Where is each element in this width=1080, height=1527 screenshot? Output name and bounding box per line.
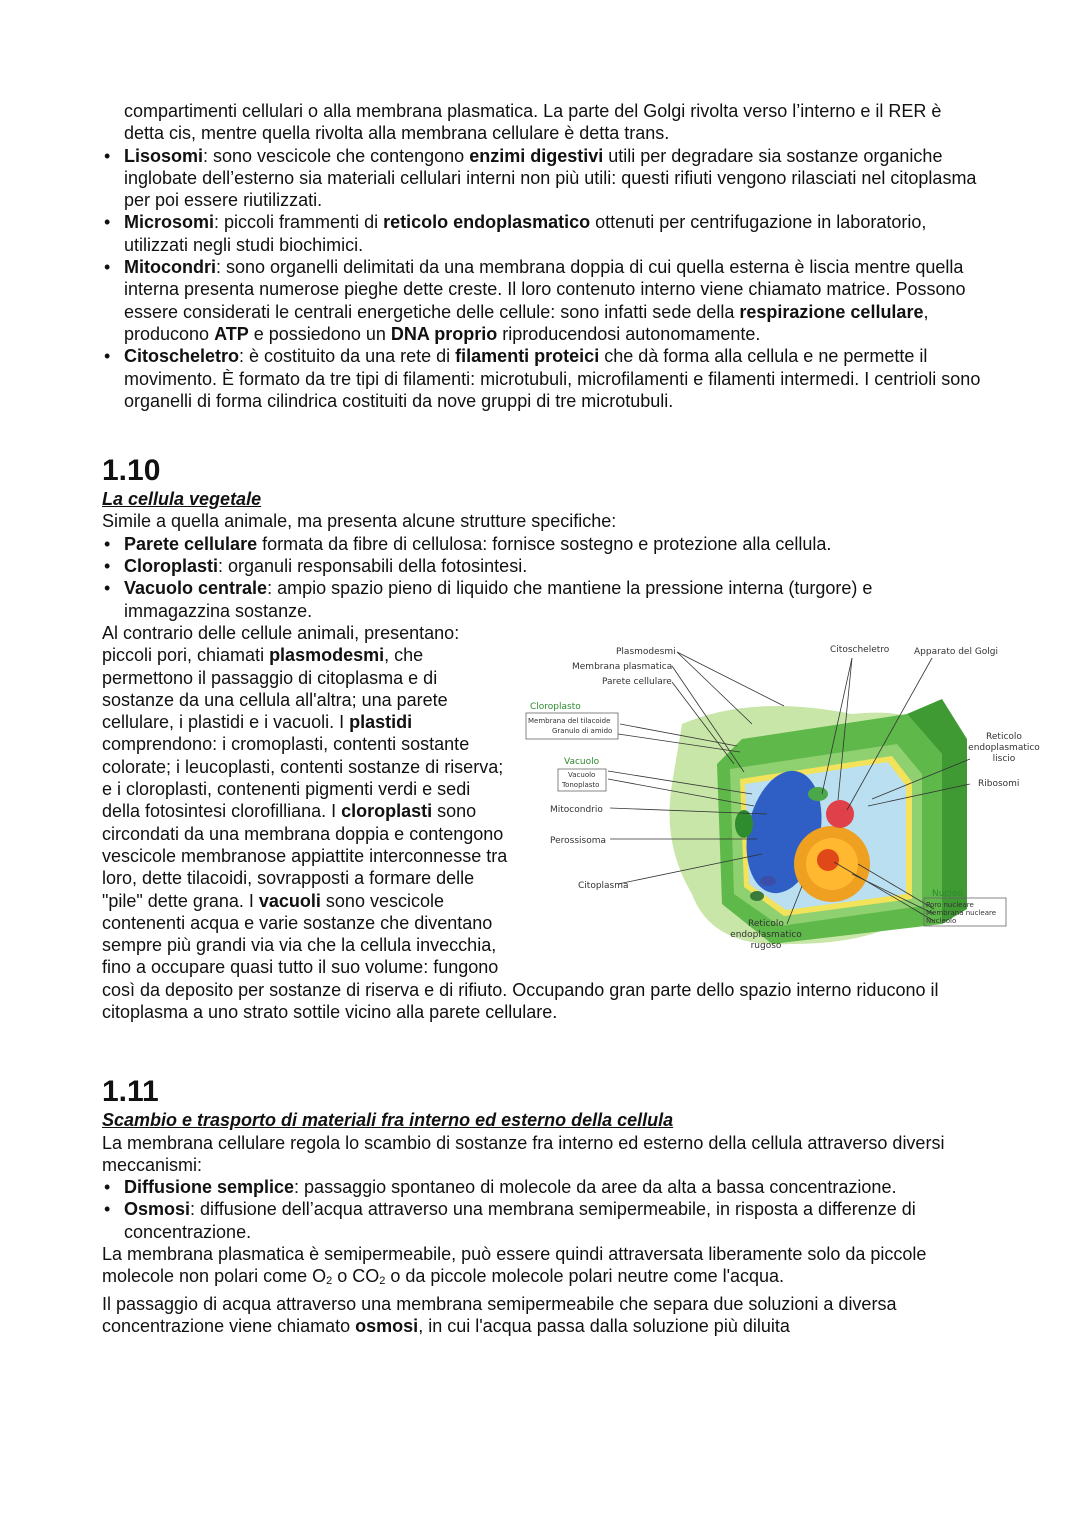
label-nucleo: Nucleo xyxy=(932,888,963,899)
label-ribosomi: Ribosomi xyxy=(978,778,1020,789)
list-item-citoscheletro: • Citoscheletro: è costituito da una rete di filamenti proteici che dà forma alla cellula e ne permette il movimento. È formato da tre tipi di filamenti: microtubuli, microfilamenti e filamenti intermedi. I centrioli sono organelli di forma cilindrica costituiti da nove gruppi di tre microtubuli. xyxy=(102,345,982,412)
golgi-continuation: compartimenti cellulari o alla membrana plasmatica. La parte del Golgi rivolta verso l’interno e il RER è detta cis, mentre quella rivolta alla membrana cellulare è detta trans. xyxy=(124,101,942,144)
plant-cell-svg xyxy=(522,644,1042,964)
label-vacuolo-sub: Vacuolo xyxy=(568,770,596,779)
label-vacuolo: Vacuolo xyxy=(564,756,600,767)
label-tonoplasto: Tonoplasto xyxy=(562,780,600,789)
label-perossisoma: Perossisoma xyxy=(550,835,607,846)
section-title-scambio: Scambio e trasporto di materiali fra interno ed esterno della cellula xyxy=(102,1110,674,1131)
membrane-paragraph: La membrana plasmatica è semipermeabile, può essere quindi attraversata liberamente solo da piccole molecole non polari come O2 o CO2 o da piccole molecole polari neutre come l'acqua. xyxy=(102,1244,927,1288)
organelle-list xyxy=(102,145,982,413)
label-rer-3: rugoso xyxy=(750,940,782,951)
list-item-osmosi: • Osmosi: diffusione dell’acqua attraverso una membrana semipermeabile, in risposta a differenze di concentrazione. xyxy=(102,1198,982,1243)
label-plasmodesmi: Plasmodesmi xyxy=(616,646,676,657)
list-item-cloroplasti: • Cloroplasti: organuli responsabili della fotosintesi. xyxy=(102,555,982,577)
label-poro-nucleare: Poro nucleare xyxy=(926,900,974,909)
list-item-parete: • Parete cellulare formata da fibre di cellulosa: fornisce sostegno e protezione alla cellula. xyxy=(102,533,982,555)
label-nucleolo: Nucleolo xyxy=(926,916,957,925)
label-rel-3: liscio xyxy=(992,753,1016,764)
label-citoscheletro: Citoscheletro xyxy=(830,644,890,655)
plant-cell-diagram xyxy=(522,644,1042,964)
plant-cell-paragraph: Al contrario delle cellule animali, presentano: piccoli pori, chiamati plasmodesmi, che permettono il passaggio di citoplasma e di sostanze da una cellula all'altra; una parete cellulare, i plastidi e i vacuoli. I plastidi comprendono: i cromoplasti, contenti sostante colorate; i leucoplasti, contenti sostanze di riserva; e i cloroplasti, contenenti pigmenti verdi e sedi della fotosintesi clorofilliana. I cloroplasti sono circondati da una membrana doppia e contengono vescicole membranose appiattite interconnesse tra loro, dette tilacoidi, sovrapposti a formare delle "pile" dette grana. I vacuoli sono vescicole contenenti acqua e varie sostanze che diventano sempre più grandi via via che la cellula invecchia, fino a occupare quasi tutto il suo volume: fungono così da deposito per sostanze di riserva e di rifiuto. Occupando gran parte dello spazio interno riducono il citoplasma a uno strato sottile vicino alla parete cellulare. xyxy=(102,622,939,1022)
label-granulo-amido: Granulo di amido xyxy=(552,726,613,735)
section-number-1-10: 1.10 xyxy=(102,454,161,488)
section-number-1-11: 1.11 xyxy=(102,1075,159,1109)
list-item-vacuolo: • Vacuolo centrale: ampio spazio pieno di liquido che mantiene la pressione interna (turgore) e immagazzina sostanze. xyxy=(102,577,982,622)
label-rel-1: Reticolo xyxy=(986,731,1022,742)
chloroplast-shape-1 xyxy=(735,810,753,838)
label-cloroplasto: Cloroplasto xyxy=(530,701,581,712)
label-golgi: Apparato del Golgi xyxy=(914,646,999,657)
mitochondrion-shape xyxy=(760,876,776,886)
list-item-mitocondri: • Mitocondri: sono organelli delimitati da una membrana doppia di cui quella esterna è liscia mentre quella interna presenta numerose pieghe dette creste. Il loro contenuto interno viene chiamato matrice. Possono essere considerati le centrali energetiche delle cellule: sono infatti sede della respirazione cellulare, producono ATP e possiedono un DNA proprio riproducendosi autonomamente. xyxy=(102,256,982,345)
plant-structures-list xyxy=(102,533,982,622)
label-rer-1: Reticolo xyxy=(748,918,784,929)
label-membrana-tilacoide: Membrana del tilacoide xyxy=(528,716,611,725)
nucleolus-shape xyxy=(817,849,839,871)
transport-list xyxy=(102,1176,982,1243)
list-item-lisosomi: • Lisosomi: sono vescicole che contengono enzimi digestivi utili per degradare sia sostanze organiche inglobate dell’esterno sia materiali cellulari interni non più utili: questi rifiuti vengono rilasciati nel citoplasma per poi essere riutilizzati. xyxy=(102,145,982,212)
label-citoplasma: Citoplasma xyxy=(578,880,629,891)
osmosis-paragraph: Il passaggio di acqua attraverso una membrana semipermeabile che separa due soluzioni a diversa concentrazione viene chiamato osmosi, in cui l'acqua passa dalla soluzione più diluita xyxy=(102,1293,897,1336)
label-parete-cellulare: Parete cellulare xyxy=(602,676,672,687)
document-page xyxy=(102,100,1040,1337)
section-title-cellula-vegetale: La cellula vegetale xyxy=(102,489,262,510)
label-membrana-plasmatica: Membrana plasmatica xyxy=(572,661,673,672)
chloroplast-shape-2 xyxy=(808,787,828,801)
peroxisome-shape xyxy=(750,891,764,901)
list-item-microsomi: • Microsomi: piccoli frammenti di reticolo endoplasmatico ottenuti per centrifugazione in laboratorio, utilizzati negli studi biochimici. xyxy=(102,211,982,256)
section-intro-111: La membrana cellulare regola lo scambio di sostanze fra interno ed esterno della cellula attraverso diversi meccanismi: xyxy=(102,1132,945,1175)
label-rer-2: endoplasmatico xyxy=(730,929,802,940)
section-intro: Simile a quella animale, ma presenta alcune strutture specifiche: xyxy=(102,511,617,532)
label-mitocondrio: Mitocondrio xyxy=(550,804,603,815)
label-membrana-nucleare: Membrana nucleare xyxy=(926,908,997,917)
label-rel-2: endoplasmatico xyxy=(968,742,1040,753)
list-item-diffusione: • Diffusione semplice: passaggio spontaneo di molecole da aree da alta a bassa concentrazione. xyxy=(102,1176,982,1198)
